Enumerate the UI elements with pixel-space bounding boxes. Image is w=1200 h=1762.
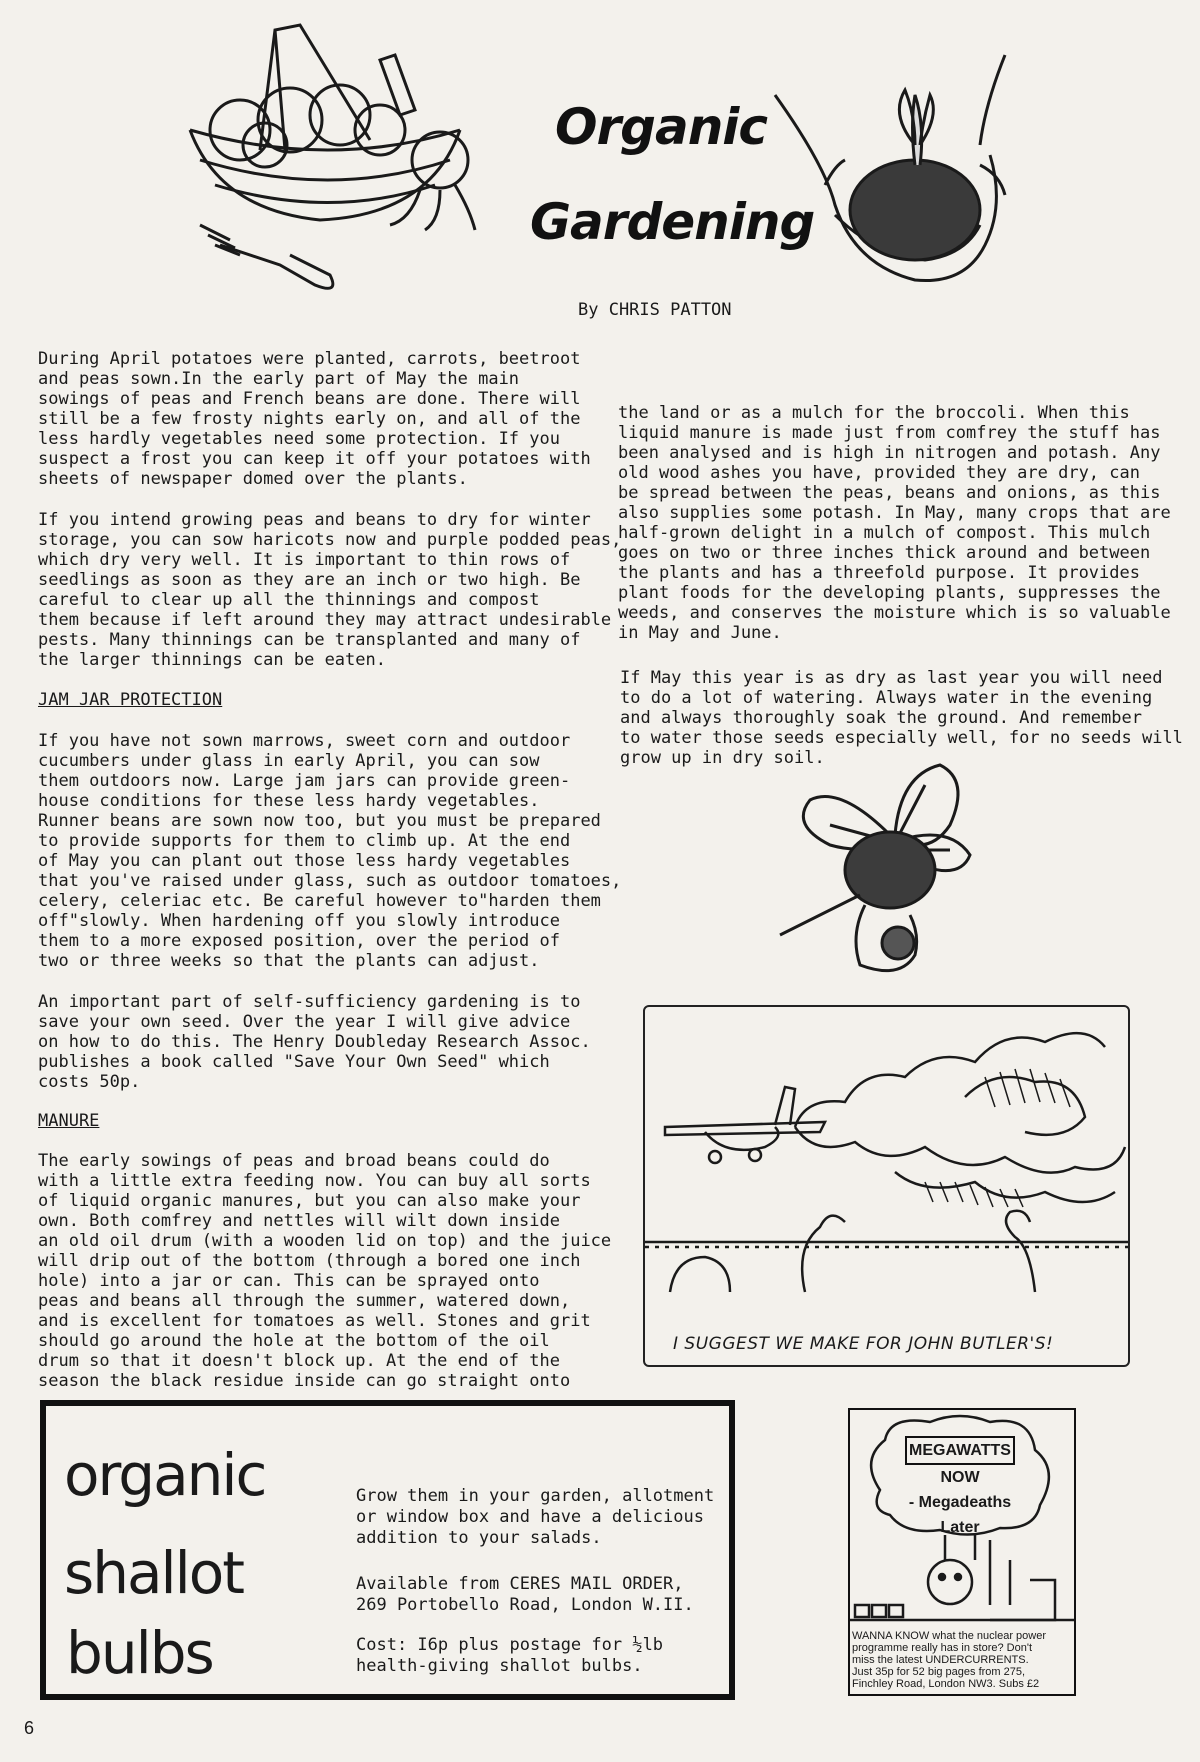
undercurrents-ad-body: WANNA KNOW what the nuclear power programme really has in store? Don't miss the latest UNDERCURRENTS. Just 35p for 52 big pages from 275, Finchley Road, London NW3. Subs £2	[852, 1630, 1046, 1690]
section-heading-jam-jar: JAM JAR PROTECTION	[38, 690, 223, 710]
article-title-line2: Gardening	[530, 193, 815, 251]
shallot-advertisement	[40, 1400, 735, 1700]
article-paragraph: the land or as a mulch for the broccoli. When this liquid manure is made just from comfrey the stuff has been analysed and is high in nitrogen and potash. Any old wood ashes you have, provided they are dry, can be spread between the peas, beans and onions, as this also supplies some potash. In May, many crops that are half-grown delight in a mulch of compost. This mulch goes on two or three inches thick around and between the plants and has a threefold purpose. It provides plant foods for the developing plants, suppresses the weeds, and conserves the moisture which is so valuable in May and June.	[618, 403, 1171, 643]
ad-headline-word: organic	[64, 1441, 266, 1509]
article-paragraph: An important part of self-sufficiency gardening is to save your own seed. Over the year I will give advice on how to do this. The Henry Doubleday Research Assoc. publishes a book called "Save Your Own Seed" which costs 50p.	[38, 992, 591, 1092]
ad-price: Cost: I6p plus postage for ½lb health-giving shallot bulbs.	[356, 1635, 664, 1676]
cartoon-drawing	[645, 1007, 1128, 1307]
cartoon-panel	[643, 1005, 1130, 1367]
cloud-text-line: NOW	[940, 1469, 980, 1486]
article-paragraph: The early sowings of peas and broad beans could do with a little extra feeding now. You can buy all sorts of liquid organic manures, but you can also make your own. Both comfrey and nettles will wilt down inside an old oil drum (with a wooden lid on top) and the juice will drip out of the bottom (through a bored one inch hole) into a jar or can. This can be sprayed onto peas and beans all through the summer, watered down, and is excellent for tomatoes as well. Stones and grit should go around the hole at the bottom of the oil drum so that it doesn't block up. At the end of the season the black residue inside can go straight onto	[38, 1151, 612, 1391]
article-paragraph: If you have not sown marrows, sweet corn and outdoor cucumbers under glass in early April, you can sow them outdoors now. Large jam jars can provide green- house conditions for these less hardy vegetables. Runner beans are sown now too, but you must be prepared to provide supports for them to climb up. At the end of May you can plant out those less hardy vegetables that you've raised under glass, such as outdoor tomatoes, celery, celeriac etc. Be careful however to"harden them off"slowly. When hardening off you slowly introduce them to a more exposed position, over the period of two or three weeks so that the plants can adjust.	[38, 731, 622, 971]
basket-illustration	[180, 20, 510, 320]
article-paragraph: If May this year is as dry as last year you will need to do a lot of watering. Always water in the evening and always thoroughly soak the ground. And remember to water those seeds especially well, for no seeds will grow up in dry soil.	[620, 668, 1183, 768]
article-paragraph: During April potatoes were planted, carrots, beetroot and peas sown.In the early part of May the main sowings of peas and French beans are done. There will still be a few frosty nights early on, and all of the less hardly vegetables need some protection. If you suspect a frost you can keep it off your potatoes with sheets of newspaper domed over the plants.	[38, 349, 591, 489]
ad-headline-word: bulbs	[66, 1619, 213, 1687]
ad-description: Grow them in your garden, allotment or window box and have a delicious addition to your salads.	[356, 1486, 715, 1548]
ad-headline-word: shallot	[64, 1539, 243, 1607]
hands-seedling-illustration	[765, 45, 1025, 300]
section-heading-manure: MANURE	[38, 1111, 100, 1131]
cartoon-caption: I SUGGEST WE MAKE FOR JOHN BUTLER'S!	[673, 1334, 1054, 1354]
article-paragraph: If you intend growing peas and beans to dry for winter storage, you can sow haricots now and purple podded peas, which dry very well. It is important to thin rows of seedlings as soon as they are an inch or two high. Be careful to clear up all the thinnings and compost them because if left around they may attract undesirable pests. Many thinnings can be transplanted and many of the larger thinnings can be eaten.	[38, 510, 622, 670]
cloud-text-line: - Megadeaths	[908, 1494, 1012, 1511]
cloud-text-line: Later	[940, 1519, 980, 1536]
cloud-text	[870, 1436, 1050, 1540]
undercurrents-advertisement	[848, 1408, 1076, 1696]
page-number: 6	[24, 1718, 35, 1738]
cloud-text-line: MEGAWATTS	[905, 1436, 1015, 1465]
ad-availability: Available from CERES MAIL ORDER, 269 Portobello Road, London W.II.	[356, 1574, 694, 1615]
beetroot-illustration	[770, 755, 990, 975]
article-title-line1: Organic	[555, 98, 768, 156]
byline: By CHRIS PATTON	[578, 300, 732, 320]
